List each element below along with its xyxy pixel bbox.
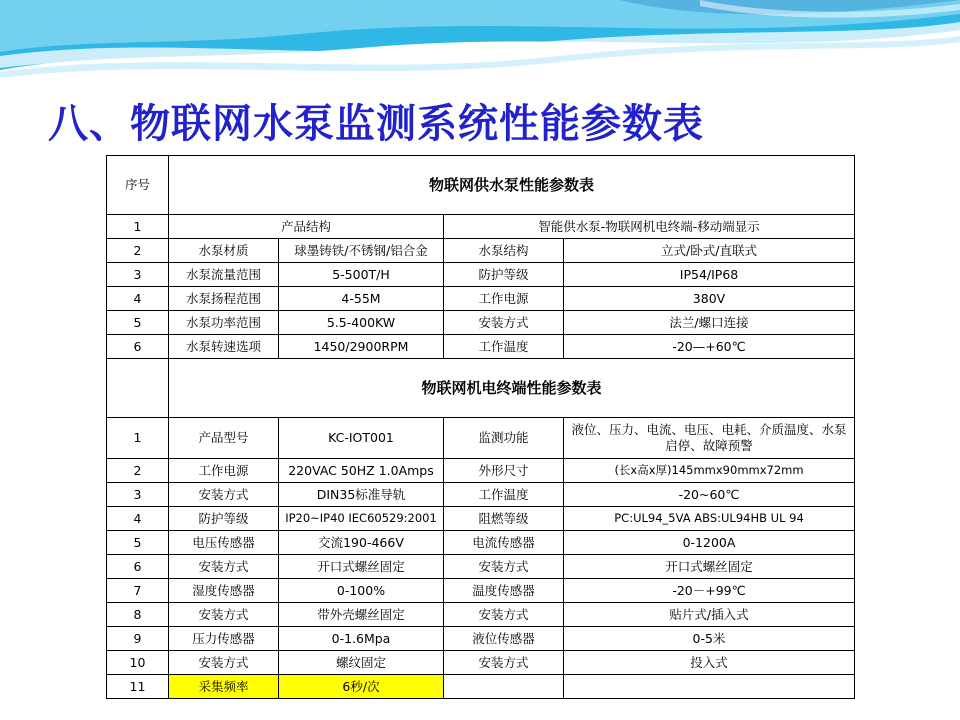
row-value-2 bbox=[564, 675, 855, 699]
row-key-1: 水泵扬程范围 bbox=[169, 287, 279, 311]
row-key-1-highlighted: 采集频率 bbox=[169, 675, 279, 699]
row-value-2: 投入式 bbox=[564, 651, 855, 675]
row-value-2: 0-5米 bbox=[564, 627, 855, 651]
row-no: 4 bbox=[107, 287, 169, 311]
row-value-1: IP20~IP40 IEC60529:2001 bbox=[279, 507, 444, 531]
header-col-label: 序号 bbox=[107, 156, 169, 215]
table-row bbox=[107, 263, 855, 287]
row-no: 9 bbox=[107, 627, 169, 651]
row-value-2: 立式/卧式/直联式 bbox=[564, 239, 855, 263]
table-row bbox=[107, 651, 855, 675]
row-key-2: 工作温度 bbox=[444, 483, 564, 507]
table-row bbox=[107, 311, 855, 335]
row-value-1: 0-1.6Mpa bbox=[279, 627, 444, 651]
row-key-1: 安装方式 bbox=[169, 555, 279, 579]
row-value-2: -20－+99℃ bbox=[564, 579, 855, 603]
row-value-2: 法兰/螺口连接 bbox=[564, 311, 855, 335]
row-value-1: 4-55M bbox=[279, 287, 444, 311]
row-no: 5 bbox=[107, 531, 169, 555]
table-row bbox=[107, 287, 855, 311]
row-value-1: 带外壳螺丝固定 bbox=[279, 603, 444, 627]
row-value-1: 0-100% bbox=[279, 579, 444, 603]
row-key-2: 安装方式 bbox=[444, 603, 564, 627]
row-value-2: 贴片式/插入式 bbox=[564, 603, 855, 627]
row-value-2: (长x高x厚)145mmx90mmx72mm bbox=[564, 459, 855, 483]
row-no: 6 bbox=[107, 555, 169, 579]
page-title: 八、物联网水泵监测系统性能参数表 bbox=[48, 101, 704, 147]
parameter-table-wrap bbox=[106, 155, 854, 699]
row-key-2: 工作温度 bbox=[444, 335, 564, 359]
table-row bbox=[107, 459, 855, 483]
row-no: 1 bbox=[107, 215, 169, 239]
row-key-2: 安装方式 bbox=[444, 651, 564, 675]
table-row bbox=[107, 335, 855, 359]
row-value-2: 380V bbox=[564, 287, 855, 311]
row-value-1: 1450/2900RPM bbox=[279, 335, 444, 359]
row-value-2: IP54/IP68 bbox=[564, 263, 855, 287]
row-no: 8 bbox=[107, 603, 169, 627]
row-value-1: KC-IOT001 bbox=[279, 418, 444, 459]
row-key-1: 水泵流量范围 bbox=[169, 263, 279, 287]
row-key-2 bbox=[444, 675, 564, 699]
row-value-1: 球墨铸铁/不锈钢/铝合金 bbox=[279, 239, 444, 263]
row-no: 6 bbox=[107, 335, 169, 359]
table-row bbox=[107, 507, 855, 531]
row-key-2: 温度传感器 bbox=[444, 579, 564, 603]
row-key-2: 监测功能 bbox=[444, 418, 564, 459]
row-no: 1 bbox=[107, 418, 169, 459]
row-key-2: 液位传感器 bbox=[444, 627, 564, 651]
row-key-1: 水泵材质 bbox=[169, 239, 279, 263]
section-title-1: 物联网供水泵性能参数表 bbox=[169, 156, 855, 215]
table-row bbox=[107, 359, 855, 418]
parameter-table bbox=[106, 155, 855, 699]
row-key-1: 水泵转速选项 bbox=[169, 335, 279, 359]
row-key-1: 工作电源 bbox=[169, 459, 279, 483]
row-key-1: 压力传感器 bbox=[169, 627, 279, 651]
table-row bbox=[107, 531, 855, 555]
row-no: 10 bbox=[107, 651, 169, 675]
row-value-2: 开口式螺丝固定 bbox=[564, 555, 855, 579]
row-key-1: 安装方式 bbox=[169, 483, 279, 507]
row-key-2: 水泵结构 bbox=[444, 239, 564, 263]
row-key-2: 外形尺寸 bbox=[444, 459, 564, 483]
row-key-1: 湿度传感器 bbox=[169, 579, 279, 603]
row-value-1: DIN35标准导轨 bbox=[279, 483, 444, 507]
row-value-1-highlighted: 6秒/次 bbox=[279, 675, 444, 699]
row-value-1: 智能供水泵-物联网机电终端-移动端显示 bbox=[444, 215, 855, 239]
row-value-2: 液位、压力、电流、电压、电耗、介质温度、水泵启停、故障预警 bbox=[564, 418, 855, 459]
row-value-2: -20—+60℃ bbox=[564, 335, 855, 359]
row-no: 5 bbox=[107, 311, 169, 335]
row-key-2: 工作电源 bbox=[444, 287, 564, 311]
section-title-2: 物联网机电终端性能参数表 bbox=[169, 359, 855, 418]
row-no: 2 bbox=[107, 459, 169, 483]
row-key-2: 防护等级 bbox=[444, 263, 564, 287]
row-no: 11 bbox=[107, 675, 169, 699]
row-value-2: PC:UL94_5VA ABS:UL94HB UL 94 bbox=[564, 507, 855, 531]
table-row bbox=[107, 483, 855, 507]
section2-empty-cell bbox=[107, 359, 169, 418]
row-key-2: 安装方式 bbox=[444, 311, 564, 335]
table-row bbox=[107, 603, 855, 627]
table-row bbox=[107, 215, 855, 239]
table-row bbox=[107, 239, 855, 263]
row-no: 2 bbox=[107, 239, 169, 263]
decorative-banner bbox=[0, 0, 960, 96]
table-row bbox=[107, 418, 855, 459]
table-row bbox=[107, 627, 855, 651]
row-key-1: 水泵功率范围 bbox=[169, 311, 279, 335]
row-value-1: 220VAC 50HZ 1.0Amps bbox=[279, 459, 444, 483]
row-key-2: 电流传感器 bbox=[444, 531, 564, 555]
row-no: 3 bbox=[107, 483, 169, 507]
row-value-1: 5-500T/H bbox=[279, 263, 444, 287]
row-key-1: 安装方式 bbox=[169, 603, 279, 627]
row-key-1: 防护等级 bbox=[169, 507, 279, 531]
table-row bbox=[107, 555, 855, 579]
row-no: 7 bbox=[107, 579, 169, 603]
row-value-1: 交流190-466V bbox=[279, 531, 444, 555]
row-key-1: 产品型号 bbox=[169, 418, 279, 459]
row-value-1: 5.5-400KW bbox=[279, 311, 444, 335]
row-value-1: 开口式螺丝固定 bbox=[279, 555, 444, 579]
row-value-2: 0-1200A bbox=[564, 531, 855, 555]
table-row bbox=[107, 156, 855, 215]
row-key-1: 安装方式 bbox=[169, 651, 279, 675]
table-row bbox=[107, 675, 855, 699]
table-row bbox=[107, 579, 855, 603]
row-key-2: 阻燃等级 bbox=[444, 507, 564, 531]
row-no: 4 bbox=[107, 507, 169, 531]
row-key-1: 电压传感器 bbox=[169, 531, 279, 555]
row-key-2: 安装方式 bbox=[444, 555, 564, 579]
row-value-2: -20~60℃ bbox=[564, 483, 855, 507]
row-value-1: 螺纹固定 bbox=[279, 651, 444, 675]
row-no: 3 bbox=[107, 263, 169, 287]
row-key-1: 产品结构 bbox=[169, 215, 444, 239]
